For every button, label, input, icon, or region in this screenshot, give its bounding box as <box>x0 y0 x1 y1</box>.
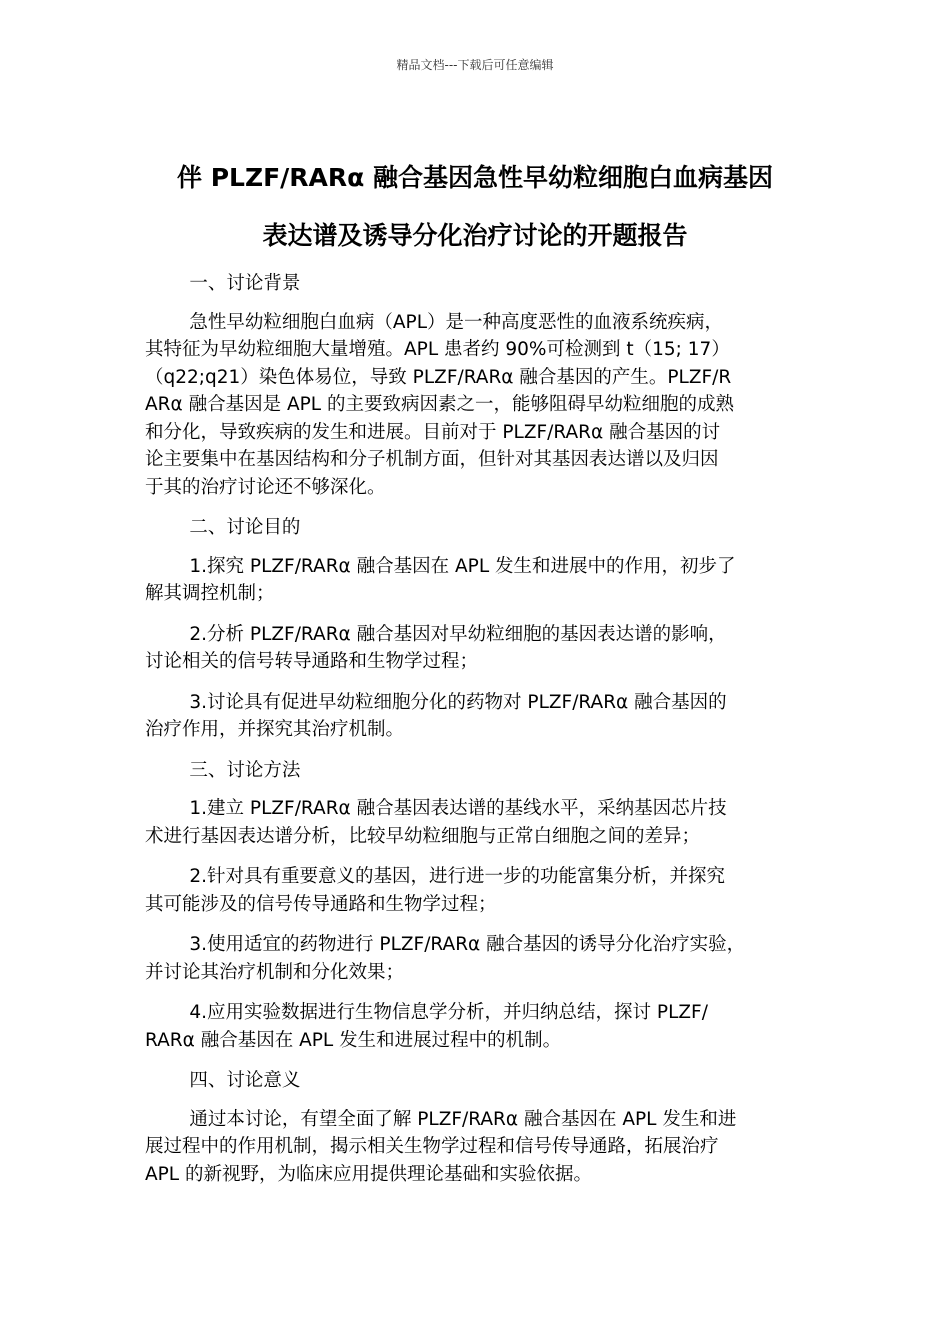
method-item: 3.使用适宜的药物进行 PLZF/RARα 融合基因的诱导分化治疗实验， 并讨论其治疗机制和分化效果； <box>145 934 746 983</box>
background-paragraph: 急性早幼粒细胞白血病（APL）是一种高度恶性的血液系统疾病， 其特征为早幼粒细胞大量增殖。APL 患者约 90%可检测到 t（15; 17） （q22;q21）染色体易位，导致 PLZF/RARα 融合基因的产生。PLZF/R ARα 融合基因是 APL 的主要致病因素之一，能够阻碍早幼粒细胞的成熟 和分化，导致疾病的发生和进展。目前对于 PLZF/RARα 融合基因的讨 论主要集中在基因结构和分子机制方面，但针对其基因表达谱以及归因 于其的治疗讨论还不够深化。 <box>145 311 734 498</box>
method-item: 1.建立 PLZF/RARα 融合基因表达谱的基线水平，采纳基因芯片技 术进行基因表达谱分析，比较早幼粒细胞与正常白细胞之间的差异； <box>145 798 727 847</box>
title-line-2: 表达谱及诱导分化治疗讨论的开题报告 <box>262 220 688 250</box>
method-item: 2.针对具有重要意义的基因，进行进一步的功能富集分析，并探究 其可能涉及的信号传导通路和生物学过程； <box>145 866 726 915</box>
section-heading-background: 一、讨论背景 <box>189 273 301 294</box>
objective-item: 3.讨论具有促进早幼粒细胞分化的药物对 PLZF/RARα 融合基因的 治疗作用，并探究其治疗机制。 <box>145 691 727 740</box>
section-heading-significance: 四、讨论意义 <box>189 1070 301 1091</box>
page-header-watermark: 精品文档---下载后可任意编辑 <box>396 58 554 72</box>
title-line-1: 伴 PLZF/RARα 融合基因急性早幼粒细胞白血病基因 <box>176 162 774 192</box>
document-title <box>130 149 820 265</box>
significance-paragraph: 通过本讨论，有望全面了解 PLZF/RARα 融合基因在 APL 发生和进 展过程中的作用机制，揭示相关生物学过程和信号传导通路，拓展治疗 APL 的新视野，为临床应用提供理论基础和实验依据。 <box>145 1108 737 1185</box>
document-body <box>145 270 805 1201</box>
section-heading-objectives: 二、讨论目的 <box>189 517 301 538</box>
objective-item: 1.探究 PLZF/RARα 融合基因在 APL 发生和进展中的作用，初步了 解其调控机制； <box>145 555 736 604</box>
section-heading-methods: 三、讨论方法 <box>189 759 301 781</box>
objective-item: 2.分析 PLZF/RARα 融合基因对早幼粒细胞的基因表达谱的影响， 讨论相关的信号转导通路和生物学过程； <box>145 623 727 672</box>
method-item: 4.应用实验数据进行生物信息学分析，并归纳总结，探讨 PLZF/ RARα 融合基因在 APL 发生和进展过程中的机制。 <box>145 1002 708 1051</box>
